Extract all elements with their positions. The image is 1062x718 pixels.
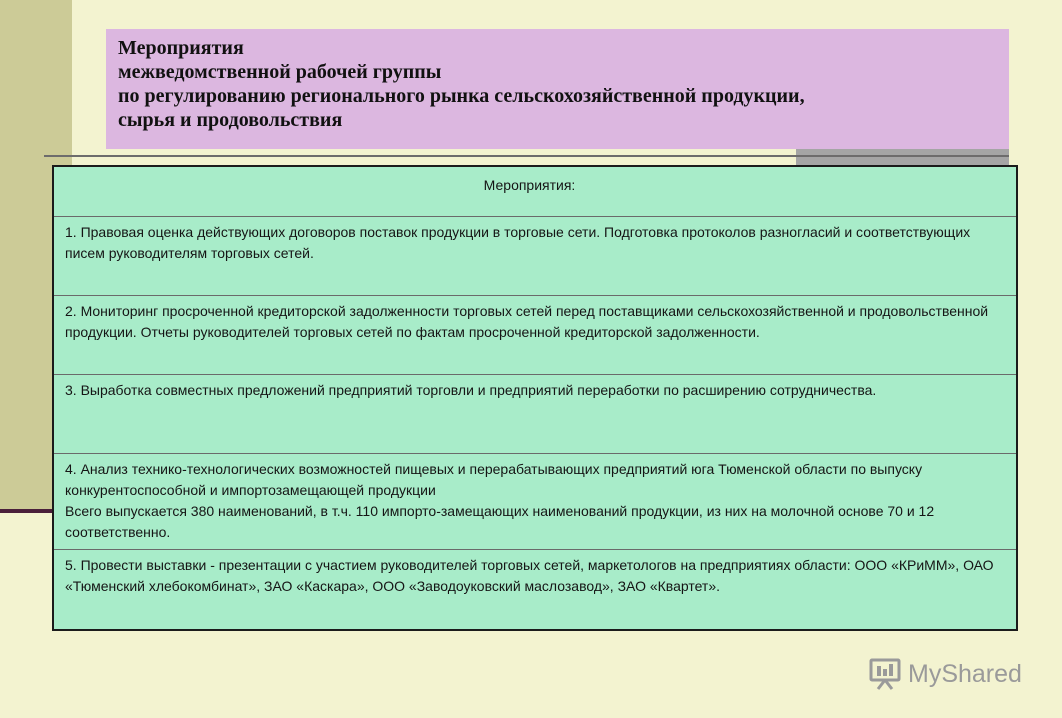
- title-divider: [44, 155, 1009, 157]
- table-row: [54, 217, 1016, 296]
- table-header-row: [54, 167, 1016, 217]
- row-extra-text: Всего выпускается 380 наименований, в т.ч. 110 импорто-замещающих наименований продукции, из них на молочной основе 70 и 12 соответственно.: [65, 503, 935, 540]
- table-row: [54, 454, 1016, 550]
- title-line-4: сырья и продовольствия: [118, 109, 343, 131]
- table-row: [54, 375, 1016, 454]
- row-text: 5. Провести выставки - презентации с участием руководителей торговых сетей, маркетологов на предприятиях области: ООО «КРиММ», ОАО «Тюменский хлебокомбинат», ЗАО «Каскара», ООО «Заводоуковский маслозавод», ЗАО «Квартет».: [65, 557, 994, 594]
- row-text: 4. Анализ технико-технологических возможностей пищевых и перерабатывающих предприятий юга Тюменской области по выпуску конкурентоспособной и импортозамещающей продукции: [65, 461, 923, 498]
- title-line-3: по регулированию регионального рынка сельскохозяйственной продукции,: [118, 85, 805, 107]
- row-text: 2. Мониторинг просроченной кредиторской задолженности торговых сетей перед поставщиками сельскохозяйственной и продовольственной продукции. Отчеты руководителей торговых сетей по фактам просроченной кредиторской задолженности.: [65, 303, 989, 340]
- title-line-1: Мероприятия: [118, 37, 244, 59]
- title-line-2: межведомственной рабочей группы: [118, 61, 442, 83]
- logo-text: MyShared: [908, 659, 1022, 688]
- row-text: 3. Выработка совместных предложений предприятий торговли и предприятий переработки по расширению сотрудничества.: [65, 382, 877, 398]
- table-header: Мероприятия:: [483, 177, 576, 193]
- myshared-logo: [868, 654, 1022, 694]
- table-row: [54, 296, 1016, 375]
- table-row: [54, 550, 1016, 629]
- measures-table: [52, 165, 1018, 631]
- slide-title: [106, 29, 1009, 149]
- presentation-board-icon: [868, 657, 902, 691]
- row-text: 1. Правовая оценка действующих договоров поставок продукции в торговые сети. Подготовка протоколов разногласий и соответствующих писем руководителям торговых сетей.: [65, 224, 971, 261]
- side-decoration-line: [0, 509, 52, 513]
